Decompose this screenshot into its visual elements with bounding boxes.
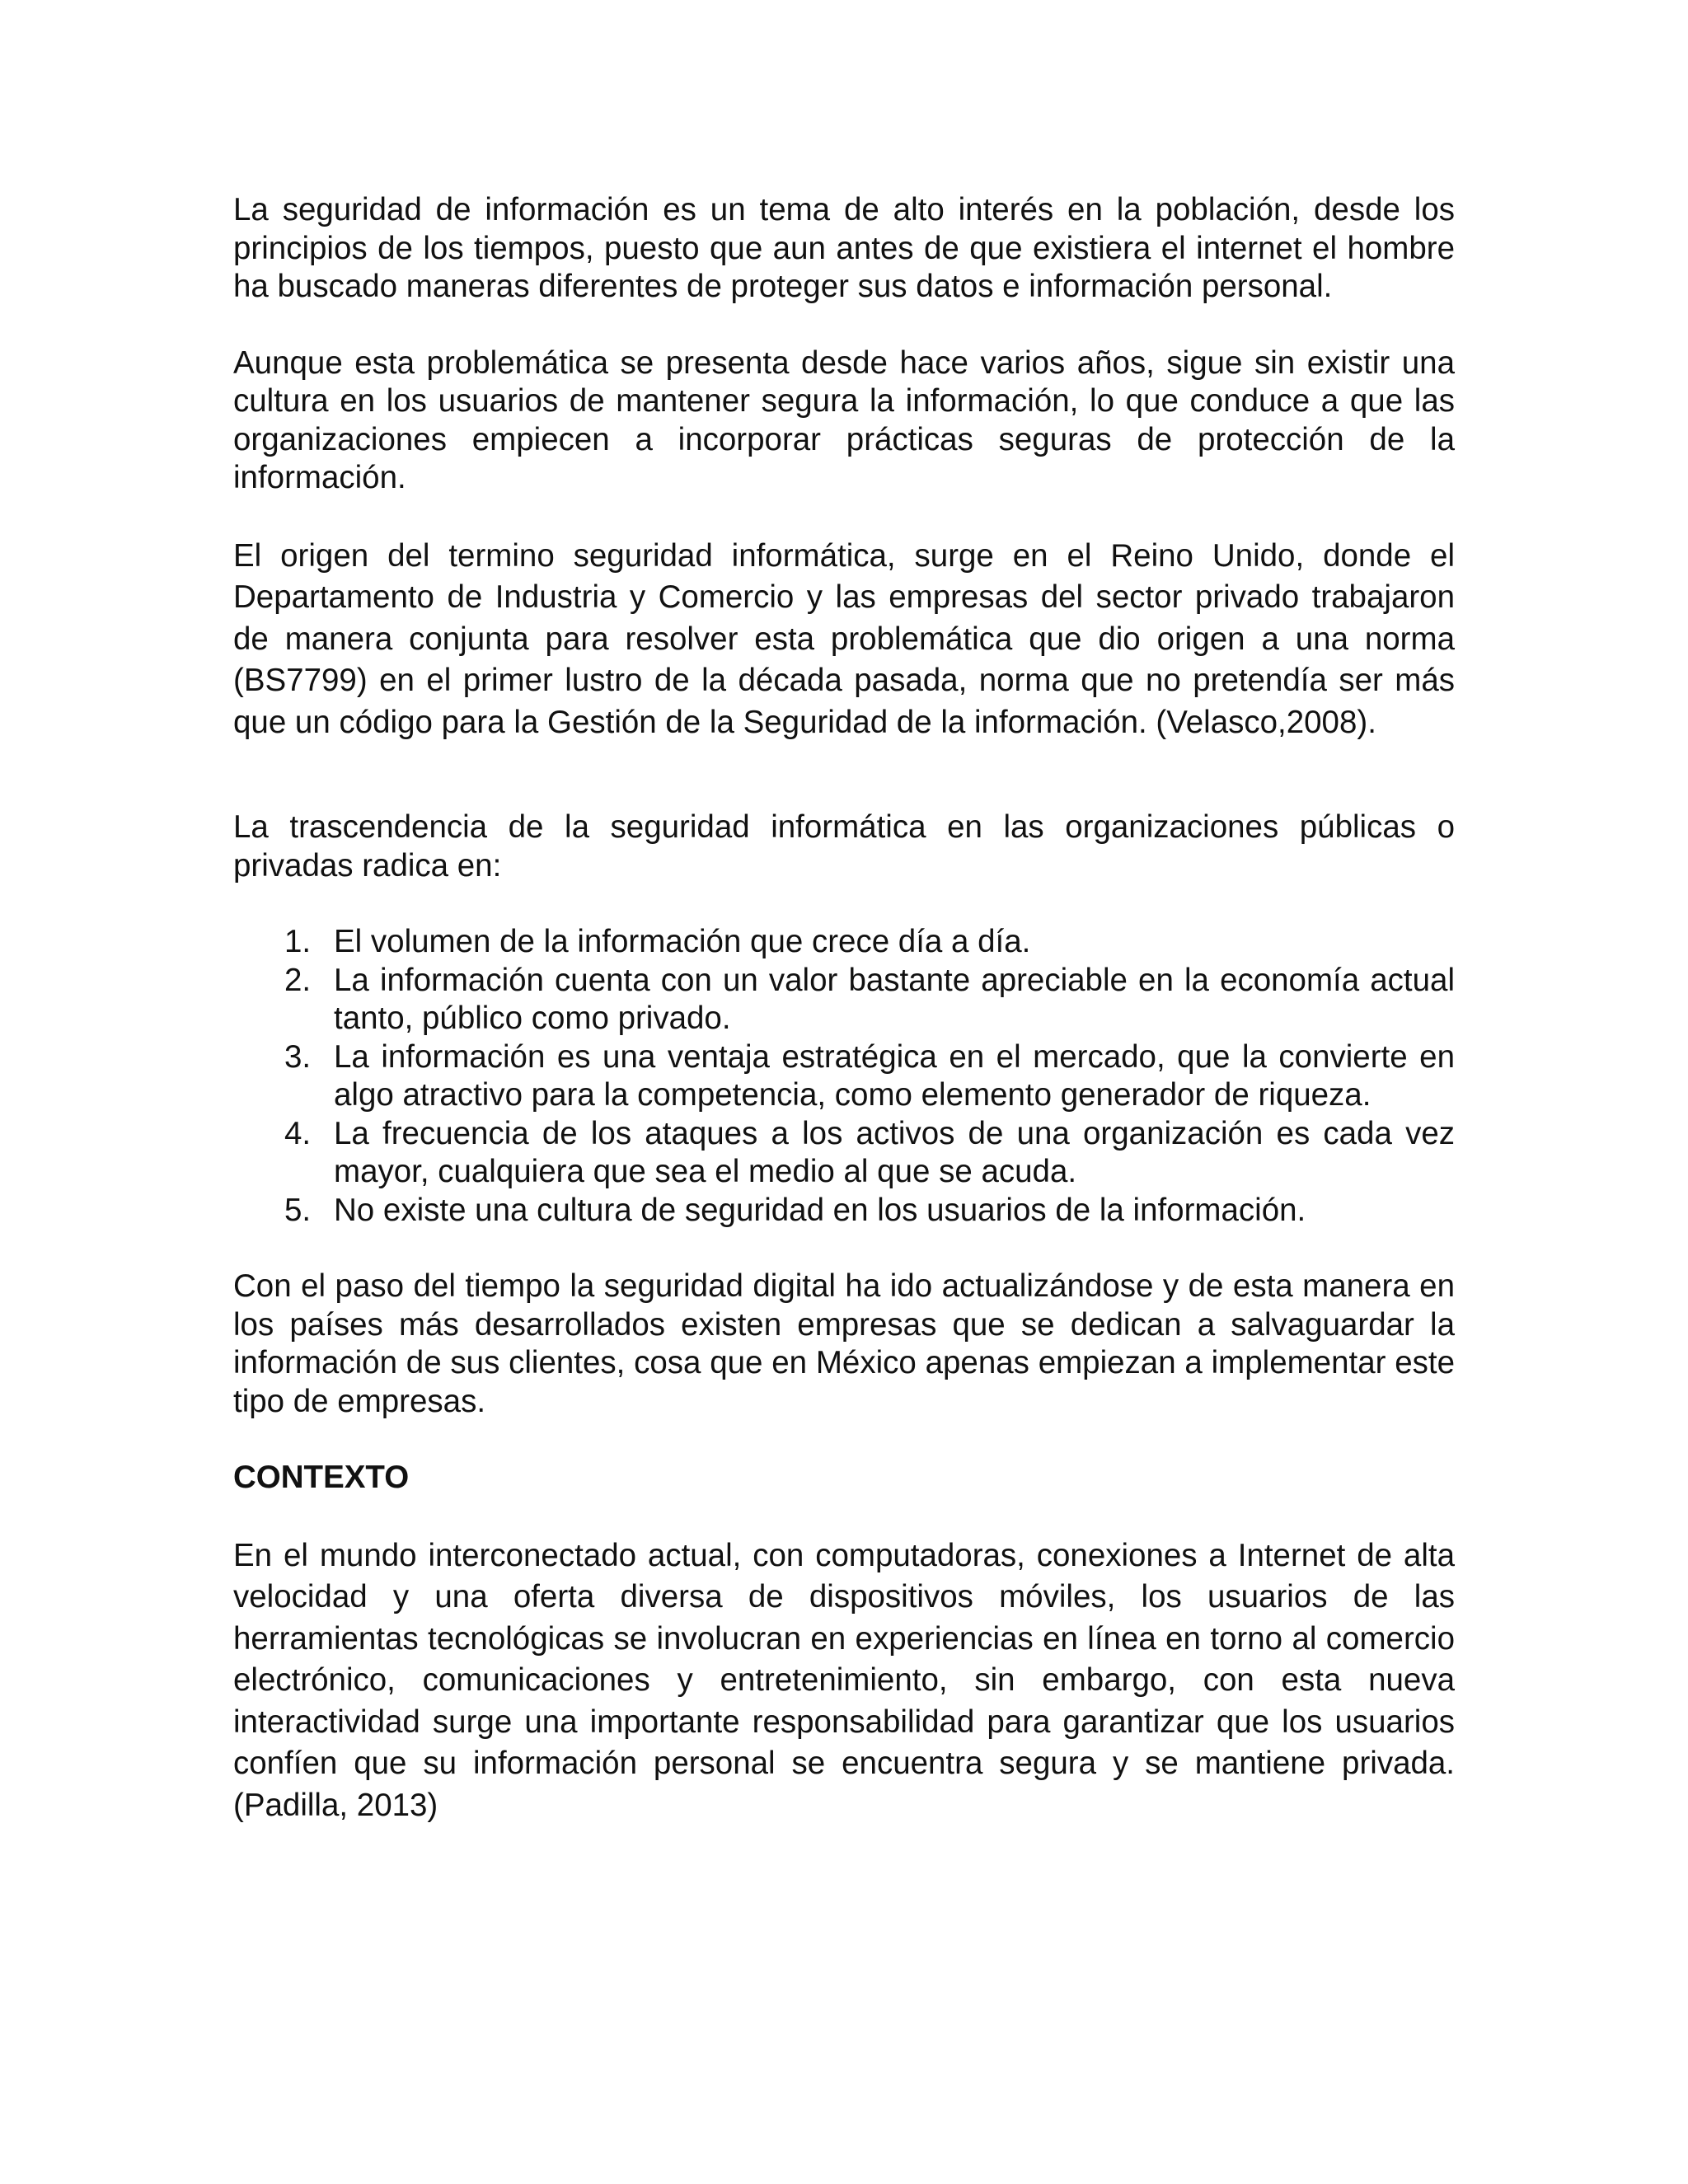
- paragraph-intro: La seguridad de información es un tema de alto interés en la población, desde los principios de los tiempos, puesto que aun antes de que existiera el internet el hombre ha buscado maneras diferentes de proteger sus datos e información personal.: [233, 192, 1455, 304]
- paragraph-origin: El origen del termino seguridad informática, surge en el Reino Unido, donde el Departamento de Industria y Comercio y las empresas del sector privado trabajaron de manera conjunta para resolver esta problemática que dio origen a una norma (BS7799) en el primer lustro de la década pasada, norma que no pretendía ser más que un código para la Gestión de la Seguridad de la información. (Velasco,2008).: [233, 537, 1455, 740]
- list-item: [233, 1115, 1455, 1192]
- paragraph-problem: Aunque esta problemática se presenta desde hace varios años, sigue sin existir una cultura en los usuarios de mantener segura la información, lo que conduce a que las organizaciones empiecen a incorporar prácticas seguras de protección de la información.: [233, 344, 1455, 495]
- list-item: [233, 1192, 1455, 1230]
- paragraph-context: En el mundo interconectado actual, con computadoras, conexiones a Internet de alta velocidad y una oferta diversa de dispositivos móviles, los usuarios de las herramientas tecnológicas se involucran en experiencias en línea en torno al comercio electrónico, comunicaciones y entretenimiento, sin embargo, con esta nueva interactividad surge una importante responsabilidad para garantizar que los usuarios confíen que su información personal se encuentra segura y se mantiene privada. (Padilla, 2013): [233, 1537, 1455, 1823]
- list-item-text: La información cuenta con un valor bastante apreciable en la economía actual tanto, público como privado.: [334, 962, 1455, 1036]
- list-item: [233, 1038, 1455, 1115]
- paragraph-digital-security: Con el paso del tiempo la seguridad digital ha ido actualizándose y de esta manera en los países más desarrollados existen empresas que se dedican a salvaguardar la información de sus clientes, cosa que en México apenas empiezan a implementar este tipo de empresas.: [233, 1268, 1455, 1419]
- list-item-text: El volumen de la información que crece día a día.: [334, 924, 1031, 959]
- document-page: [233, 191, 1455, 1826]
- list-item-text: No existe una cultura de seguridad en los usuarios de la información.: [334, 1192, 1306, 1228]
- paragraph-significance: La trascendencia de la seguridad informática en las organizaciones públicas o privadas radica en:: [233, 809, 1455, 883]
- list-item-text: La información es una ventaja estratégica en el mercado, que la convierte en algo atractivo para la competencia, como elemento generador de riqueza.: [334, 1038, 1455, 1113]
- significance-list: [233, 923, 1455, 1230]
- list-item: [233, 923, 1455, 962]
- list-item-number: 2.: [284, 962, 312, 998]
- section-heading: CONTEXTO: [233, 1460, 410, 1495]
- list-item-number: 1.: [284, 924, 312, 959]
- list-item-number: 4.: [284, 1115, 312, 1151]
- list-item-number: 3.: [284, 1038, 312, 1075]
- list-item-number: 5.: [284, 1192, 312, 1228]
- list-item: [233, 962, 1455, 1038]
- list-item-text: La frecuencia de los ataques a los activos de una organización es cada vez mayor, cualquiera que sea el medio al que se acuda.: [334, 1115, 1455, 1189]
